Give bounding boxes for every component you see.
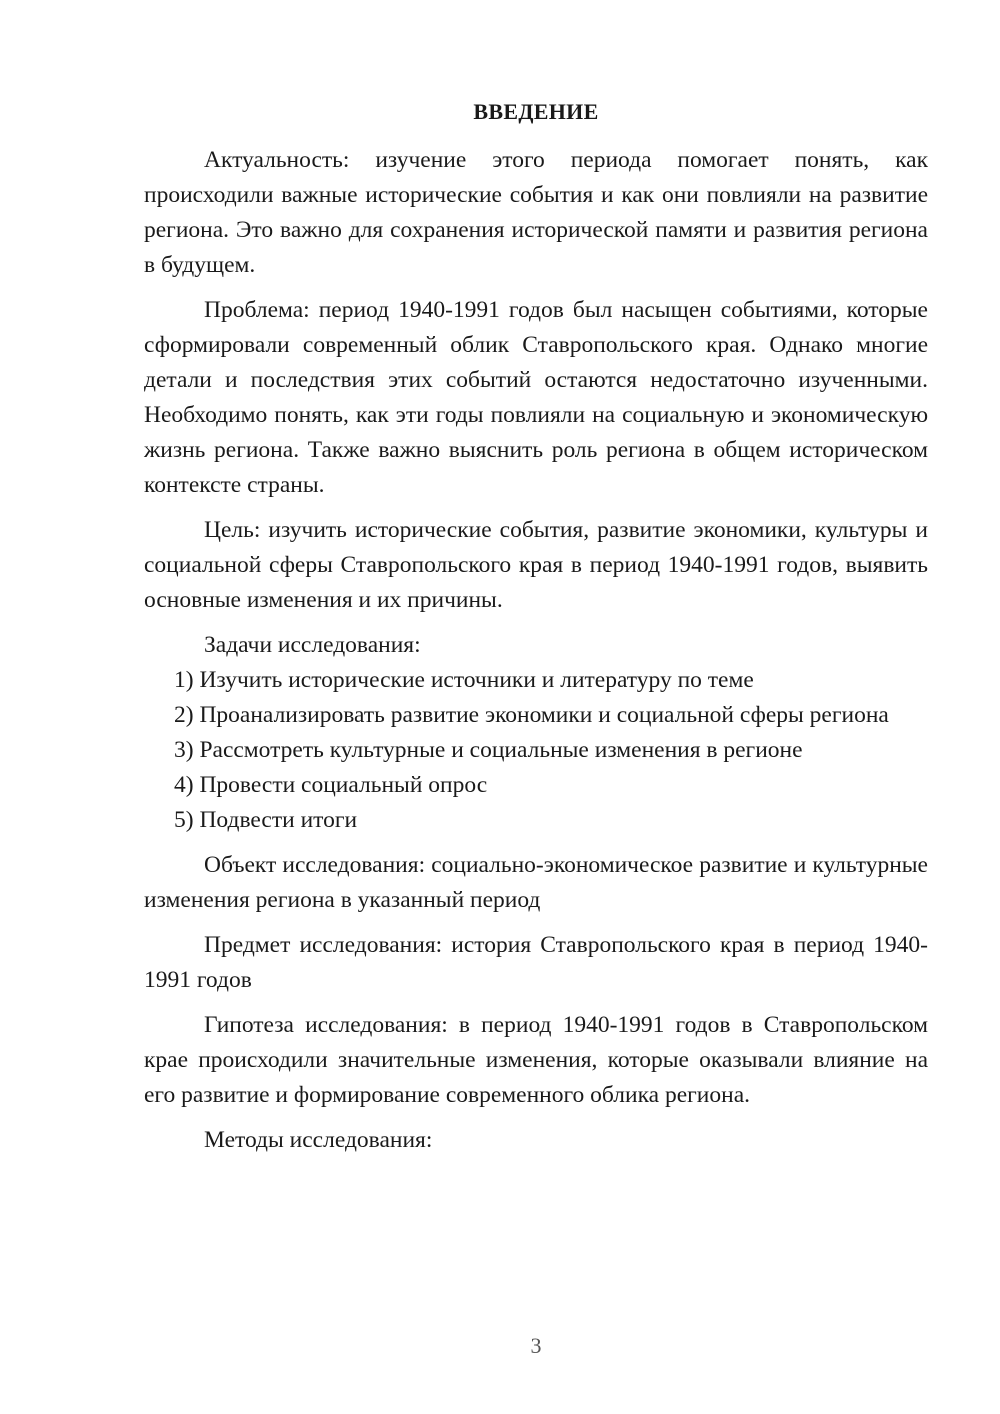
paragraph-relevance: Актуальность: изучение этого периода помогает понять, как происходили важные исторические события и как они повлияли на развитие региона. Это важно для сохранения исторической памяти и развития региона в будущем.	[144, 147, 928, 278]
document-body	[144, 94, 928, 1158]
task-item-5: 5) Подвести итоги	[174, 807, 358, 833]
section-title: ВВЕДЕНИЕ	[473, 99, 599, 124]
paragraph-object: Объект исследования: социально-экономическое развитие и культурные изменения региона в указанный период	[144, 852, 928, 913]
methods-heading: Методы исследования:	[204, 1127, 433, 1153]
paragraph-problem: Проблема: период 1940-1991 годов был насыщен событиями, которые сформировали современный облик Ставропольского края. Однако многие детали и последствия этих событий остаются недостаточно изученными. Необходимо понять, как эти годы повлияли на социальную и экономическую жизнь региона. Также важно выяснить роль региона в общем историческом контексте страны.	[144, 297, 928, 498]
page-number: 3	[530, 1333, 542, 1358]
paragraph-goal: Цель: изучить исторические события, развитие экономики, культуры и социальной сферы Ставропольского края в период 1940-1991 годов, выявить основные изменения и их причины.	[144, 517, 928, 613]
task-item-1: 1) Изучить исторические источники и литературу по теме	[174, 667, 754, 693]
paragraph-hypothesis: Гипотеза исследования: в период 1940-1991 годов в Ставропольском крае происходили значительные изменения, которые оказывали влияние на его развитие и формирование современного облика региона.	[144, 1012, 928, 1108]
paragraph-subject: Предмет исследования: история Ставропольского края в период 1940-1991 годов	[144, 932, 928, 993]
task-item-4: 4) Провести социальный опрос	[174, 772, 488, 798]
tasks-heading: Задачи исследования:	[204, 632, 421, 658]
task-item-2: 2) Проанализировать развитие экономики и социальной сферы региона	[174, 702, 889, 728]
task-item-3: 3) Рассмотреть культурные и социальные изменения в регионе	[174, 737, 803, 763]
